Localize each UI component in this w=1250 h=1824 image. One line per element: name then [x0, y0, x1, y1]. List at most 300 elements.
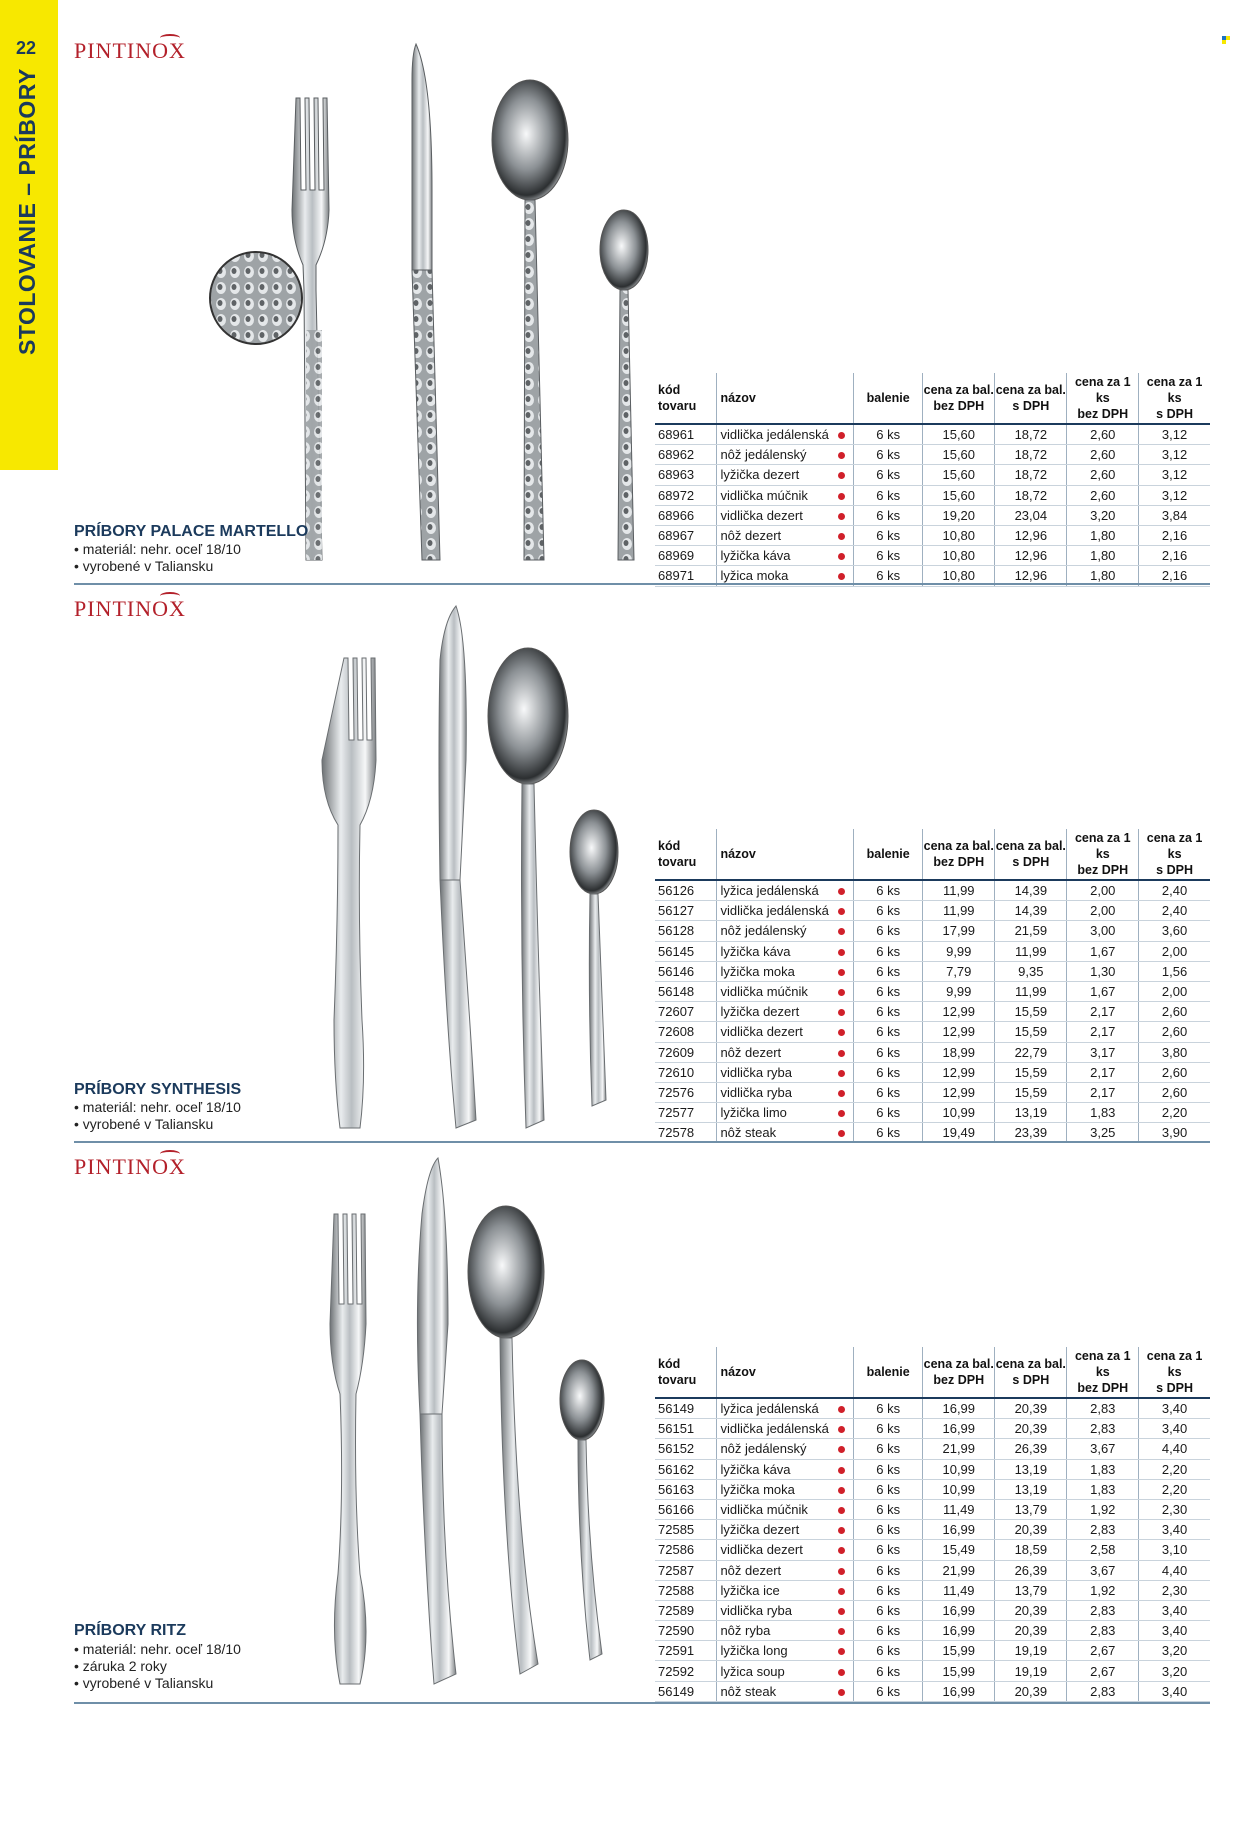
price-unit-gross: 2,20 [1139, 1103, 1210, 1123]
price-pack-gross: 12,96 [995, 566, 1067, 586]
red-dot-icon [838, 949, 845, 956]
table-row [655, 1540, 1210, 1560]
price-pack-net: 12,99 [923, 1082, 995, 1102]
product-name: nôž dezert [717, 525, 830, 545]
pack-size: 6 ks [854, 1002, 923, 1022]
pack-size: 6 ks [854, 546, 923, 566]
product-name: vidlička ryba [717, 1082, 830, 1102]
price-unit-gross: 3,10 [1139, 1540, 1210, 1560]
price-unit-net: 2,83 [1067, 1600, 1139, 1620]
red-dot-icon [838, 472, 845, 479]
price-pack-net: 11,49 [923, 1499, 995, 1519]
note-material: • materiál: nehr. oceľ 18/10 [74, 541, 241, 557]
red-dot-icon [830, 1479, 853, 1499]
product-name: lyžička limo [717, 1103, 830, 1123]
header-price-pack-gross-line: cena za bal. [995, 383, 1066, 397]
table-row [655, 505, 1210, 525]
header-code [655, 829, 717, 880]
product-notes [74, 1099, 241, 1133]
red-dot-icon [838, 928, 845, 935]
header-price-unit-gross [1139, 829, 1210, 880]
table-row [655, 1459, 1210, 1479]
pack-size: 6 ks [854, 525, 923, 545]
header-price-unit-net-line: bez DPH [1077, 863, 1129, 877]
red-dot-icon [838, 1090, 845, 1097]
price-unit-net: 2,00 [1067, 880, 1139, 901]
price-unit-net: 2,58 [1067, 1540, 1139, 1560]
section-divider [74, 583, 1210, 585]
price-unit-gross: 3,12 [1139, 485, 1210, 505]
red-dot-icon [830, 485, 853, 505]
spoon-image [488, 648, 568, 1128]
product-name: vidlička jedálenská [717, 424, 830, 445]
red-dot-icon [830, 1419, 853, 1439]
price-pack-gross: 18,72 [995, 445, 1067, 465]
header-price-pack-net [923, 373, 995, 424]
price-pack-net: 12,99 [923, 1022, 995, 1042]
red-dot-icon [838, 908, 845, 915]
header-pack-line: balenie [866, 847, 910, 861]
price-pack-net: 21,99 [923, 1560, 995, 1580]
red-dot-icon [830, 1082, 853, 1102]
table-row [655, 1600, 1210, 1620]
red-dot-icon [830, 546, 853, 566]
header-price-pack-net [923, 1347, 995, 1398]
price-pack-net: 16,99 [923, 1520, 995, 1540]
price-pack-net: 15,60 [923, 424, 995, 445]
red-dot-icon [830, 880, 853, 901]
pack-size: 6 ks [854, 1398, 923, 1419]
cutlery-illustration [200, 40, 650, 580]
product-code: 56149 [655, 1398, 717, 1419]
red-dot-icon [830, 961, 853, 981]
price-unit-gross: 1,56 [1139, 961, 1210, 981]
spoon-image [468, 1206, 544, 1674]
table-header-row [655, 373, 1210, 424]
price-pack-gross: 12,96 [995, 546, 1067, 566]
header-price-pack-gross-line: cena za bal. [995, 1357, 1066, 1371]
header-code [655, 373, 717, 424]
red-dot-icon [830, 1580, 853, 1600]
red-dot-icon [838, 1588, 845, 1595]
table-row [655, 961, 1210, 981]
table-row [655, 546, 1210, 566]
header-price-pack-net [923, 829, 995, 880]
pack-size: 6 ks [854, 505, 923, 525]
price-pack-net: 18,99 [923, 1042, 995, 1062]
red-dot-icon [838, 452, 845, 459]
price-pack-gross: 15,59 [995, 1062, 1067, 1082]
pack-size: 6 ks [854, 1459, 923, 1479]
price-pack-gross: 13,79 [995, 1499, 1067, 1519]
pack-size: 6 ks [854, 1022, 923, 1042]
product-name: vidlička múčnik [717, 485, 830, 505]
red-dot-icon [838, 888, 845, 895]
header-price-pack-net-line: bez DPH [933, 1373, 985, 1387]
table-row [655, 1560, 1210, 1580]
price-pack-gross: 11,99 [995, 941, 1067, 961]
spoon-image [492, 80, 568, 560]
red-dot-icon [838, 1029, 845, 1036]
price-unit-gross: 2,00 [1139, 981, 1210, 1001]
table-row [655, 1439, 1210, 1459]
price-unit-gross: 2,40 [1139, 880, 1210, 901]
price-unit-net: 2,60 [1067, 485, 1139, 505]
red-dot-icon [838, 1648, 845, 1655]
note-origin: • vyrobené v Taliansku [74, 1675, 214, 1691]
price-pack-net: 19,20 [923, 505, 995, 525]
pack-size: 6 ks [854, 901, 923, 921]
price-unit-net: 2,60 [1067, 465, 1139, 485]
brand-logo: PINTINOX [74, 38, 186, 64]
header-price-unit-net-line: cena za 1 ks [1074, 375, 1131, 405]
table-row [655, 424, 1210, 445]
table-row [655, 485, 1210, 505]
product-name: lyžička moka [717, 1479, 830, 1499]
pack-size: 6 ks [854, 981, 923, 1001]
price-pack-net: 15,49 [923, 1540, 995, 1560]
pack-size: 6 ks [854, 1621, 923, 1641]
page-number: 22 [16, 38, 37, 58]
red-dot-icon [838, 1669, 845, 1676]
header-price-pack-net-line: cena za bal. [923, 839, 994, 853]
product-name: lyžička káva [717, 941, 830, 961]
header-price-unit-gross-line: s DPH [1156, 863, 1193, 877]
price-pack-gross: 20,39 [995, 1681, 1067, 1701]
header-name-line: názov [720, 391, 756, 405]
red-dot-icon [830, 1123, 853, 1143]
header-price-pack-gross-line: s DPH [1012, 1373, 1050, 1387]
header-price-unit-net-line: cena za 1 ks [1074, 831, 1131, 861]
header-price-pack-gross [995, 1347, 1067, 1398]
header-code-line: tovaru [658, 1373, 697, 1387]
price-unit-gross: 2,30 [1139, 1499, 1210, 1519]
red-dot-icon [830, 1540, 853, 1560]
price-unit-net: 2,00 [1067, 901, 1139, 921]
pack-size: 6 ks [854, 1600, 923, 1620]
product-name: vidlička dezert [717, 1540, 830, 1560]
red-dot-icon [838, 1130, 845, 1137]
red-dot-icon [830, 1681, 853, 1701]
price-unit-gross: 3,40 [1139, 1419, 1210, 1439]
product-title: PRÍBORY SYNTHESIS [74, 1081, 242, 1098]
price-unit-net: 3,17 [1067, 1042, 1139, 1062]
price-pack-net: 17,99 [923, 921, 995, 941]
product-code: 56149 [655, 1681, 717, 1701]
header-code-line: kód [658, 839, 681, 853]
price-unit-net: 2,83 [1067, 1419, 1139, 1439]
price-pack-gross: 23,04 [995, 505, 1067, 525]
price-unit-net: 2,67 [1067, 1641, 1139, 1661]
price-table [655, 1347, 1210, 1702]
product-code: 72610 [655, 1062, 717, 1082]
product-code: 72590 [655, 1621, 717, 1641]
table-header-row [655, 829, 1210, 880]
red-dot-icon [838, 1446, 845, 1453]
product-name: vidlička dezert [717, 505, 830, 525]
brand-logo: PINTINOX [74, 596, 186, 622]
price-table [655, 373, 1210, 587]
price-pack-gross: 23,39 [995, 1123, 1067, 1143]
red-dot-icon [830, 1439, 853, 1459]
header-price-pack-gross [995, 829, 1067, 880]
table-row [655, 1681, 1210, 1701]
header-name-line: názov [720, 847, 756, 861]
fork-image [292, 98, 329, 560]
red-dot-icon [830, 1459, 853, 1479]
pack-size: 6 ks [854, 1062, 923, 1082]
table-row [655, 1398, 1210, 1419]
product-name: vidlička dezert [717, 1022, 830, 1042]
red-dot-icon [838, 1009, 845, 1016]
price-pack-net: 7,79 [923, 961, 995, 981]
red-dot-icon [830, 505, 853, 525]
price-pack-gross: 26,39 [995, 1560, 1067, 1580]
price-pack-gross: 13,19 [995, 1103, 1067, 1123]
red-dot-icon [830, 921, 853, 941]
product-code: 68963 [655, 465, 717, 485]
product-notes [74, 1641, 241, 1692]
pack-size: 6 ks [854, 1123, 923, 1143]
price-pack-net: 16,99 [923, 1621, 995, 1641]
price-unit-gross: 2,30 [1139, 1580, 1210, 1600]
teaspoon-image [600, 210, 648, 560]
red-dot-icon [830, 1103, 853, 1123]
price-unit-gross: 3,20 [1139, 1641, 1210, 1661]
product-code: 56148 [655, 981, 717, 1001]
header-pack [854, 373, 923, 424]
price-unit-gross: 2,40 [1139, 901, 1210, 921]
product-code: 68972 [655, 485, 717, 505]
product-code: 56126 [655, 880, 717, 901]
header-name [717, 373, 830, 424]
product-name: vidlička jedálenská [717, 901, 830, 921]
table-row [655, 941, 1210, 961]
price-unit-net: 2,83 [1067, 1621, 1139, 1641]
price-unit-gross: 4,40 [1139, 1560, 1210, 1580]
red-dot-icon [838, 1608, 845, 1615]
product-name: nôž jedálenský [717, 1439, 830, 1459]
table-row [655, 921, 1210, 941]
price-unit-net: 1,80 [1067, 546, 1139, 566]
price-unit-gross: 3,40 [1139, 1398, 1210, 1419]
product-code: 68962 [655, 445, 717, 465]
price-pack-gross: 26,39 [995, 1439, 1067, 1459]
price-pack-net: 16,99 [923, 1398, 995, 1419]
header-name [717, 1347, 830, 1398]
price-pack-net: 16,99 [923, 1419, 995, 1439]
knife-image [417, 1158, 456, 1684]
header-price-pack-gross-line: s DPH [1012, 855, 1050, 869]
pack-size: 6 ks [854, 921, 923, 941]
price-pack-gross: 14,39 [995, 880, 1067, 901]
price-pack-gross: 20,39 [995, 1621, 1067, 1641]
price-pack-net: 15,60 [923, 485, 995, 505]
price-unit-gross: 3,84 [1139, 505, 1210, 525]
red-dot-icon [838, 513, 845, 520]
header-price-pack-gross-line: cena za bal. [995, 839, 1066, 853]
price-pack-net: 11,49 [923, 1580, 995, 1600]
price-unit-gross: 3,12 [1139, 465, 1210, 485]
price-pack-gross: 20,39 [995, 1600, 1067, 1620]
price-pack-net: 10,99 [923, 1459, 995, 1479]
price-pack-gross: 20,39 [995, 1520, 1067, 1540]
section-divider [74, 1141, 1210, 1143]
price-unit-gross: 2,20 [1139, 1479, 1210, 1499]
price-pack-gross: 18,72 [995, 485, 1067, 505]
pack-size: 6 ks [854, 1661, 923, 1681]
product-code: 68961 [655, 424, 717, 445]
product-code: 56128 [655, 921, 717, 941]
price-pack-net: 16,99 [923, 1600, 995, 1620]
header-code-line: kód [658, 1357, 681, 1371]
table-row [655, 981, 1210, 1001]
pack-size: 6 ks [854, 880, 923, 901]
knife-image [439, 606, 476, 1128]
header-pack [854, 829, 923, 880]
pack-size: 6 ks [854, 424, 923, 445]
red-dot-icon [838, 1467, 845, 1474]
price-pack-gross: 18,72 [995, 424, 1067, 445]
product-name: lyžička dezert [717, 1002, 830, 1022]
price-unit-gross: 2,60 [1139, 1082, 1210, 1102]
product-name: lyžička káva [717, 546, 830, 566]
price-pack-net: 15,60 [923, 445, 995, 465]
price-pack-net: 10,80 [923, 566, 995, 586]
fork-image [330, 1214, 366, 1684]
table-header-row [655, 1347, 1210, 1398]
note-warranty: • záruka 2 roky [74, 1658, 167, 1674]
corner-logo-icon [1222, 36, 1230, 44]
header-price-unit-net-line: cena za 1 ks [1074, 1349, 1131, 1379]
product-code: 72578 [655, 1123, 717, 1143]
red-dot-icon [838, 1527, 845, 1534]
product-code: 56162 [655, 1459, 717, 1479]
header-price-unit-gross-line: s DPH [1156, 1381, 1193, 1395]
header-pack [854, 1347, 923, 1398]
product-name: vidlička múčnik [717, 1499, 830, 1519]
price-pack-net: 21,99 [923, 1439, 995, 1459]
product-code: 72576 [655, 1082, 717, 1102]
red-dot-icon [830, 1560, 853, 1580]
pack-size: 6 ks [854, 445, 923, 465]
header-price-pack-net-line: cena za bal. [923, 383, 994, 397]
product-name: lyžička ice [717, 1580, 830, 1600]
price-unit-net: 3,67 [1067, 1560, 1139, 1580]
price-unit-net: 1,67 [1067, 981, 1139, 1001]
table-row [655, 525, 1210, 545]
price-pack-gross: 18,72 [995, 465, 1067, 485]
pack-size: 6 ks [854, 961, 923, 981]
price-pack-net: 15,99 [923, 1641, 995, 1661]
price-unit-net: 2,67 [1067, 1661, 1139, 1681]
header-price-pack-net-line: bez DPH [933, 855, 985, 869]
red-dot-icon [838, 1050, 845, 1057]
header-price-unit-net [1067, 1347, 1139, 1398]
product-name: vidlička ryba [717, 1600, 830, 1620]
red-dot-icon [830, 1600, 853, 1620]
pack-size: 6 ks [854, 1082, 923, 1102]
product-code: 72608 [655, 1022, 717, 1042]
knife-image [412, 44, 440, 560]
price-pack-gross: 21,59 [995, 921, 1067, 941]
product-notes [74, 541, 241, 575]
red-dot-icon [830, 1499, 853, 1519]
red-dot-icon [838, 1507, 845, 1514]
table-row [655, 445, 1210, 465]
product-title: PRÍBORY PALACE MARTELLO [74, 523, 309, 540]
header-price-pack-net-line: cena za bal. [923, 1357, 994, 1371]
product-code: 56163 [655, 1479, 717, 1499]
red-dot-icon [830, 1002, 853, 1022]
price-unit-net: 1,83 [1067, 1479, 1139, 1499]
price-unit-gross: 3,40 [1139, 1681, 1210, 1701]
pack-size: 6 ks [854, 1641, 923, 1661]
table-row [655, 1022, 1210, 1042]
brand-logo: PINTINOX [74, 1154, 186, 1180]
header-price-unit-gross [1139, 1347, 1210, 1398]
product-code: 56127 [655, 901, 717, 921]
table-row [655, 1002, 1210, 1022]
header-marker [830, 829, 853, 880]
red-dot-icon [830, 1520, 853, 1540]
price-pack-gross: 13,19 [995, 1459, 1067, 1479]
price-unit-gross: 2,20 [1139, 1459, 1210, 1479]
table-row [655, 1520, 1210, 1540]
product-name: lyžička káva [717, 1459, 830, 1479]
note-origin: • vyrobené v Taliansku [74, 558, 214, 574]
price-unit-gross: 3,12 [1139, 424, 1210, 445]
product-name: nôž jedálenský [717, 921, 830, 941]
red-dot-icon [830, 445, 853, 465]
fork-image [322, 658, 376, 1128]
price-pack-net: 12,99 [923, 1002, 995, 1022]
product-name: lyžica moka [717, 566, 830, 586]
header-price-unit-net-line: bez DPH [1077, 1381, 1129, 1395]
product-name: lyžička moka [717, 961, 830, 981]
pack-size: 6 ks [854, 465, 923, 485]
price-table-wrap [655, 373, 1210, 587]
price-pack-net: 10,80 [923, 546, 995, 566]
table-row [655, 1419, 1210, 1439]
price-unit-gross: 3,90 [1139, 1123, 1210, 1143]
product-code: 72588 [655, 1580, 717, 1600]
product-code: 56166 [655, 1499, 717, 1519]
pack-size: 6 ks [854, 1419, 923, 1439]
header-price-unit-net-line: bez DPH [1077, 407, 1129, 421]
table-row [655, 1103, 1210, 1123]
header-pack-line: balenie [866, 391, 910, 405]
product-name: nôž steak [717, 1681, 830, 1701]
pack-size: 6 ks [854, 1479, 923, 1499]
teaspoon-image [560, 1360, 604, 1660]
price-pack-gross: 20,39 [995, 1419, 1067, 1439]
price-unit-net: 2,83 [1067, 1398, 1139, 1419]
red-dot-icon [838, 989, 845, 996]
price-pack-net: 10,99 [923, 1103, 995, 1123]
product-code: 68969 [655, 546, 717, 566]
price-pack-gross: 19,19 [995, 1661, 1067, 1681]
product-title: PRÍBORY RITZ [74, 1622, 187, 1639]
pack-size: 6 ks [854, 485, 923, 505]
price-pack-net: 10,99 [923, 1479, 995, 1499]
table-row [655, 465, 1210, 485]
price-pack-gross: 15,59 [995, 1002, 1067, 1022]
product-name: lyžica jedálenská [717, 1398, 830, 1419]
product-code: 56151 [655, 1419, 717, 1439]
product-code: 56145 [655, 941, 717, 961]
price-pack-net: 11,99 [923, 880, 995, 901]
